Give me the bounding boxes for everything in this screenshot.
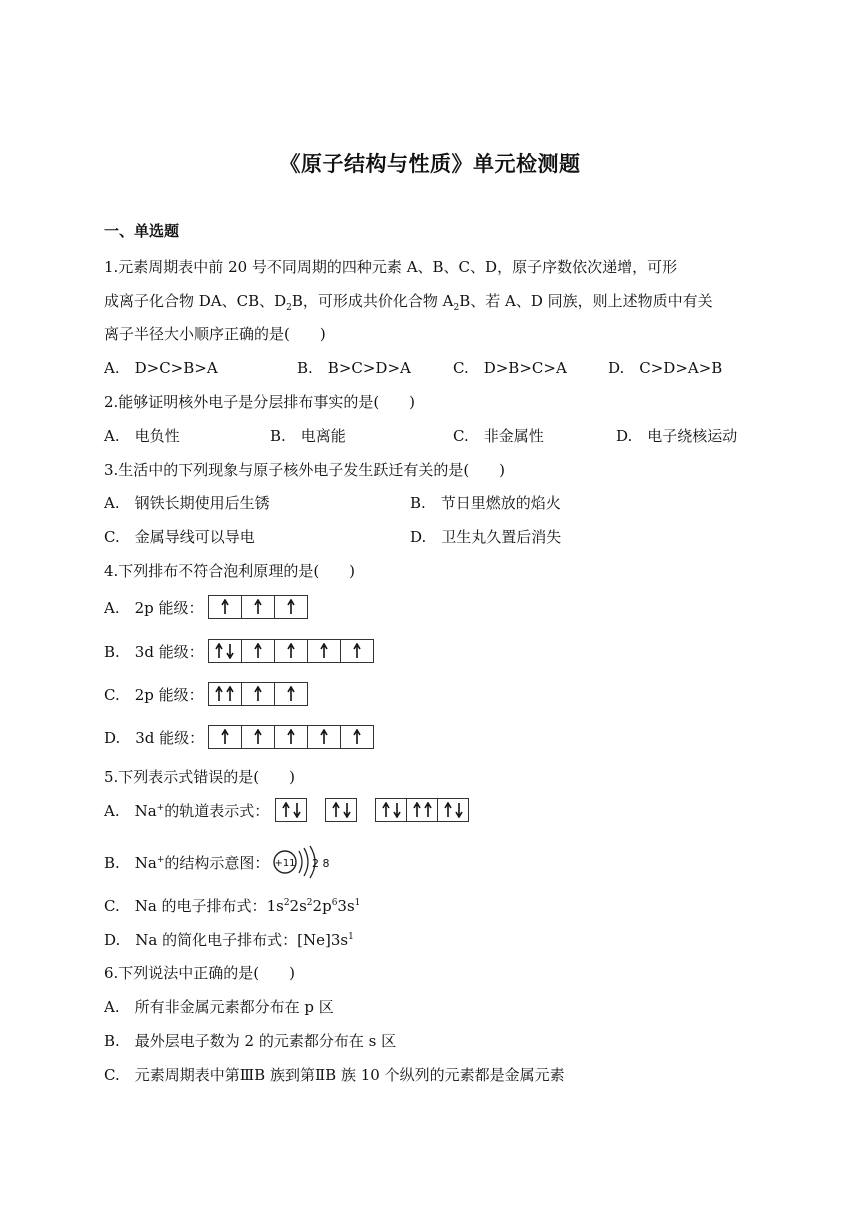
orbital-box (209, 726, 242, 748)
orbital-box (209, 640, 242, 662)
q5-option-a-label: A. Na+的轨道表示式： (104, 801, 270, 820)
spin-up-icon (254, 729, 262, 745)
orbital-2p (375, 798, 469, 822)
atomic-structure-diagram (271, 845, 333, 879)
section-heading: 一、单选题 (104, 222, 180, 240)
q5-option-a[interactable] (104, 798, 469, 822)
q6-option-c[interactable]: C. 元素周期表中第ⅢB 族到第ⅡB 族 10 个纵列的元素都是金属元素 (104, 1066, 565, 1084)
q2-option-c[interactable]: C. 非金属性 (453, 427, 544, 445)
spin-up-icon (254, 686, 262, 702)
orbital-box (326, 799, 356, 821)
orbital-box (242, 683, 275, 705)
q4-option-d[interactable] (104, 725, 374, 749)
spin-up-icon (226, 686, 234, 702)
q2-stem: 2.能够证明核外电子是分层排布事实的是( ) (104, 393, 416, 411)
electron-shell (299, 851, 302, 873)
spin-up-icon (332, 802, 340, 818)
q4-option-a[interactable] (104, 595, 308, 619)
spin-up-icon (287, 599, 295, 615)
orbital-box (209, 683, 242, 705)
spin-up-icon (320, 643, 328, 659)
nucleus-charge: +11 (274, 858, 296, 869)
spin-up-icon (382, 802, 390, 818)
q5-option-b-label: B. Na+的结构示意图： (104, 853, 270, 872)
orbital-box (242, 726, 275, 748)
q3-option-c[interactable]: C. 金属导线可以导电 (104, 528, 255, 546)
spin-up-icon (424, 802, 432, 818)
q3-option-b[interactable]: B. 节日里燃放的焰火 (410, 494, 561, 512)
orbital-box (376, 799, 407, 821)
q4-option-c[interactable] (104, 682, 308, 706)
q4-option-d-label: D. 3d 能级： (104, 728, 205, 747)
orbital-box (308, 726, 341, 748)
spin-up-icon (287, 686, 295, 702)
spin-up-icon (444, 802, 452, 818)
q1-option-c[interactable]: C. D>B>C>A (453, 359, 567, 377)
q3-option-a[interactable]: A. 钢铁长期使用后生锈 (104, 494, 270, 512)
spin-down-icon (343, 802, 351, 818)
spin-up-icon (221, 729, 229, 745)
orbital-diagram (208, 639, 374, 663)
q6-stem: 6.下列说法中正确的是( ) (104, 964, 296, 982)
q5-option-c[interactable]: C. Na 的电子排布式：$1s^22s^22p^63s^1$ (104, 897, 361, 915)
q1-stem-line1: 1.元素周期表中前 20 号不同周期的四种元素 A、B、C、D，原子序数依次递增，可形 (104, 258, 678, 276)
q4-option-b-label: B. 3d 能级： (104, 642, 204, 661)
orbital-box (242, 640, 275, 662)
orbital-box (276, 799, 306, 821)
q6-option-b[interactable]: B. 最外层电子数为 2 的元素都分布在 s 区 (104, 1032, 397, 1050)
q5-option-d[interactable]: D. Na 的简化电子排布式：$[Ne]3s^1$ (104, 931, 354, 949)
spin-up-icon (287, 729, 295, 745)
spin-up-icon (221, 599, 229, 615)
spin-up-icon (215, 686, 223, 702)
orbital-diagram (208, 595, 308, 619)
q6-option-a[interactable]: A. 所有非金属元素都分布在 p 区 (104, 998, 334, 1016)
q4-option-a-label: A. 2p 能级： (104, 598, 204, 617)
q4-stem: 4.下列排布不符合泡利原理的是( ) (104, 562, 356, 580)
q5-option-b[interactable] (104, 845, 333, 879)
q4-option-c-label: C. 2p 能级： (104, 685, 204, 704)
orbital-box (209, 596, 242, 618)
page-title: 《原子结构与性质》单元检测题 (279, 152, 581, 176)
orbital-1s (275, 798, 307, 822)
q4-option-b[interactable] (104, 639, 374, 663)
spin-up-icon (413, 802, 421, 818)
orbital-box (275, 683, 307, 705)
q2-option-b[interactable]: B. 电离能 (270, 427, 346, 445)
q5-stem: 5.下列表示式错误的是( ) (104, 768, 296, 786)
orbital-box (275, 640, 308, 662)
spin-up-icon (287, 643, 295, 659)
orbital-box (407, 799, 438, 821)
orbital-box (308, 640, 341, 662)
q1-option-d[interactable]: D. C>D>A>B (608, 359, 723, 377)
q1-option-b[interactable]: B. B>C>D>A (297, 359, 411, 377)
q2-option-a[interactable]: A. 电负性 (104, 427, 180, 445)
orbital-box (275, 596, 307, 618)
spin-up-icon (320, 729, 328, 745)
spin-down-icon (393, 802, 401, 818)
orbital-box (438, 799, 468, 821)
orbital-diagram (208, 682, 308, 706)
orbital-box (341, 726, 373, 748)
spin-up-icon (282, 802, 290, 818)
spin-down-icon (293, 802, 301, 818)
q3-option-d[interactable]: D. 卫生丸久置后消失 (410, 528, 562, 546)
q1-stem-line2: 成离子化合物 DA、CB、$D_2B$，可形成共价化合物 $A_2B$、若 A、D 同族，则上述物质中有关 (104, 292, 713, 313)
orbital-box (275, 726, 308, 748)
electron-shell (304, 848, 308, 876)
spin-up-icon (353, 643, 361, 659)
spin-up-icon (215, 643, 223, 659)
orbital-box (242, 596, 275, 618)
q3-stem: 3.生活中的下列现象与原子核外电子发生跃迁有关的是( ) (104, 461, 506, 479)
q2-option-d[interactable]: D. 电子绕核运动 (616, 427, 738, 445)
spin-up-icon (353, 729, 361, 745)
orbital-2s (325, 798, 357, 822)
orbital-box (341, 640, 373, 662)
spin-down-icon (226, 643, 234, 659)
q1-stem-line3: 离子半径大小顺序正确的是( ) (104, 325, 326, 343)
q1-option-a[interactable]: A. D>C>B>A (104, 359, 218, 377)
spin-up-icon (254, 599, 262, 615)
spin-down-icon (455, 802, 463, 818)
shell-electron-counts: 2 8 (312, 857, 330, 870)
orbital-diagram (208, 725, 374, 749)
spin-up-icon (254, 643, 262, 659)
